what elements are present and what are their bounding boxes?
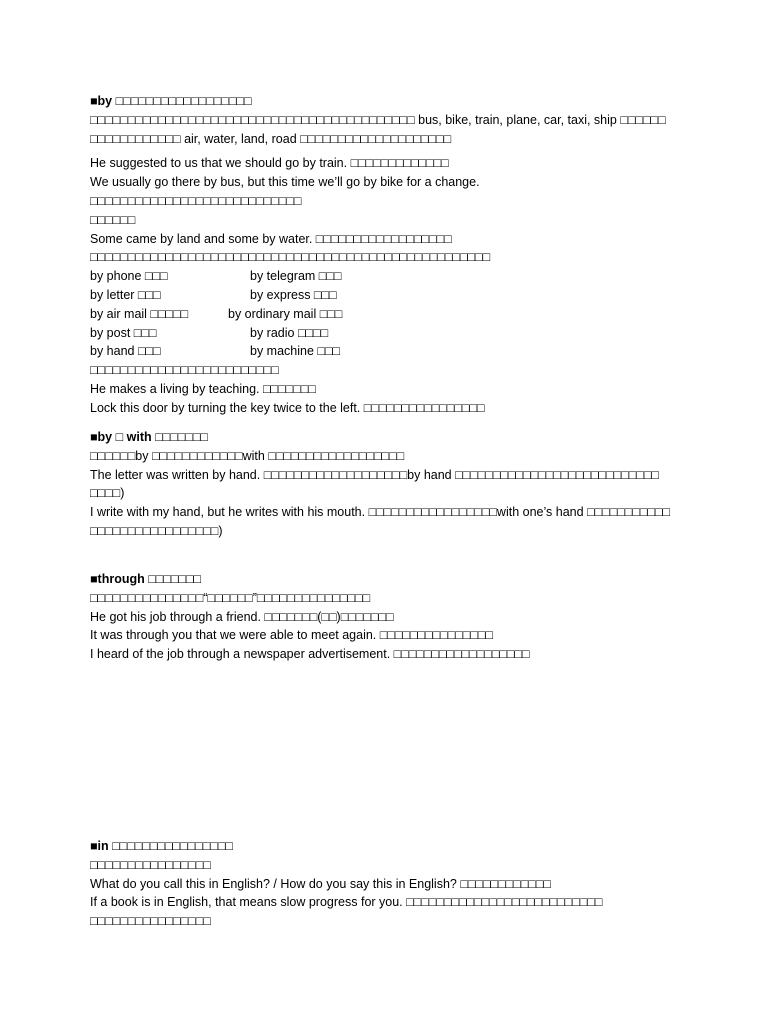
phrase-left: by phone □□□ [90, 269, 168, 284]
intro-line: □□□□□□□□□□□□ air, water, land, road □□□□□□□□□□□□□□□□□□□□ [90, 131, 452, 146]
body-line: □□□□□□□□□□□□□□□□ [90, 857, 211, 872]
example-sentence: We usually go there by bus, but this time we’ll go by bike for a change. □□□□□□□□□□□□□□□□□□□□□□□□□□□□ [90, 175, 484, 208]
body-line: If a book is in English, that means slow progress for you. □□□□□□□□□□□□□□□□□□□□□□□□□□ [90, 895, 603, 910]
phrase-pair [90, 305, 690, 324]
intro-line: □□□□□□□□□□□□□□□□□□□□□□□□□□□□□□□□□□□□□□□□□□□ bus, bike, train, plane, car, taxi, ship □□□□□□ [90, 112, 666, 127]
body-line: □□□□□□by □□□□□□□□□□□□with □□□□□□□□□□□□□□□□□□ [90, 448, 405, 463]
section-heading: ■through □□□□□□□ [90, 572, 202, 586]
phrase-left: by post □□□ [90, 325, 157, 340]
body-line: □□□□) [90, 486, 125, 501]
body-line: □□□□□□□□□□□□□□□“□□□□□□”□□□□□□□□□□□□□□□ [90, 590, 371, 605]
example-sentence: □□□□□□□□□□□□□□□□□□□□□□□□□□□□□□□□□□□□□□□□□□□□□□□□□□□□□ [90, 250, 491, 265]
section-in [90, 837, 690, 931]
section-through [90, 570, 690, 664]
body-line: I heard of the job through a newspaper advertisement. □□□□□□□□□□□□□□□□□□ [90, 647, 530, 662]
body-line: □□□□□□□□□□□□□□□□□) [90, 523, 223, 538]
example-sentence: He makes a living by teaching. □□□□□□□ [90, 381, 316, 396]
example-sentence: Lock this door by turning the key twice to the left. □□□□□□□□□□□□□□□□ [90, 400, 485, 415]
phrase-right: by ordinary mail □□□ [228, 306, 343, 321]
phrase-right: by radio □□□□ [250, 325, 329, 340]
body-line: He got his job through a friend. □□□□□□□(□□)□□□□□□□ [90, 609, 394, 624]
body-line: □□□□□□□□□□□□□□□□ [90, 914, 211, 929]
example-sentence: □□□□□□□□□□□□□□□□□□□□□□□□□ [90, 363, 279, 378]
section-heading: ■by □□□□□□□□□□□□□□□□□□ [90, 94, 252, 108]
example-sentence: □□□□□□ [90, 212, 136, 227]
phrase-pair [90, 286, 690, 305]
body-line: It was through you that we were able to meet again. □□□□□□□□□□□□□□□ [90, 628, 494, 643]
section-heading: ■in □□□□□□□□□□□□□□□□ [90, 839, 233, 853]
body-line: I write with my hand, but he writes with his mouth. □□□□□□□□□□□□□□□□□with one’s hand □□□□□□□□□□□ [90, 505, 671, 520]
phrase-left: by air mail □□□□□ [90, 306, 189, 321]
phrase-pair [90, 342, 690, 361]
phrase-left: by hand □□□ [90, 344, 161, 359]
body-line: What do you call this in English? / How do you say this in English? □□□□□□□□□□□□ [90, 876, 551, 891]
section-heading: ■by □ with □□□□□□□ [90, 430, 208, 444]
body-line: The letter was written by hand. □□□□□□□□□□□□□□□□□□□by hand □□□□□□□□□□□□□□□□□□□□□□□□□□□ [90, 467, 659, 482]
phrase-right: by machine □□□ [250, 344, 341, 359]
phrase-pair [90, 324, 690, 343]
example-sentence: He suggested to us that we should go by train. □□□□□□□□□□□□□ [90, 156, 449, 171]
phrase-left: by letter □□□ [90, 287, 161, 302]
example-sentence: Some came by land and some by water. □□□□□□□□□□□□□□□□□□ [90, 231, 452, 246]
phrase-right: by telegram □□□ [250, 269, 342, 284]
phrase-pair [90, 267, 690, 286]
phrase-right: by express □□□ [250, 287, 337, 302]
section-by-means [90, 92, 690, 418]
section-by-with [90, 428, 690, 541]
